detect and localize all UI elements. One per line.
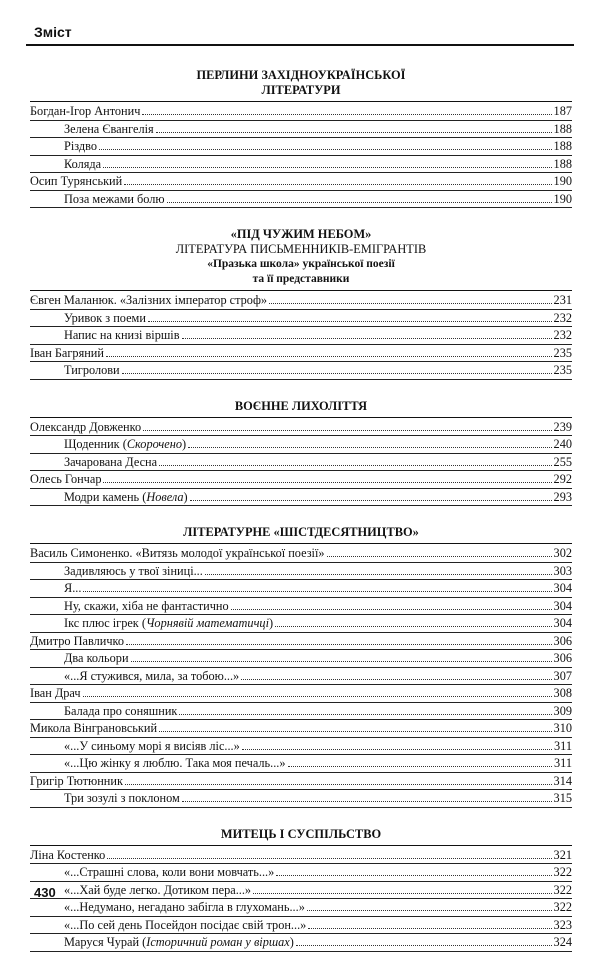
dot-leader [241,679,551,680]
toc-entry [30,103,572,121]
toc-entry [30,419,572,437]
entry-title-text: Зелена Євангелія [64,121,154,136]
dot-leader [190,500,552,501]
section-divider [30,417,572,418]
page-header [26,14,574,46]
entry-title [30,882,251,899]
entry-title-text: «...У синьому морі я висіяв ліс...» [64,738,240,753]
entry-title [30,847,105,864]
entry-page-number: 235 [553,345,572,360]
entry-page-number: 311 [554,756,572,770]
entry-title-suffix: ) [289,935,294,949]
entry-title-text: «...По сей день Посейдон посідає свій трон...» [64,917,307,932]
dot-leader [296,945,552,946]
entry-page-number: 239 [553,419,572,434]
entry-page-number: 307 [553,668,572,683]
toc-list [30,419,572,507]
dot-leader [131,661,552,662]
entry-title [30,738,240,755]
entry-page-number: 303 [553,563,572,578]
toc-entry [30,545,572,563]
toc-subentry [30,489,572,507]
section-heading [30,399,572,414]
dot-leader [288,766,552,767]
entry-title-text: Василь Симоненко. «Витязь молодої української поезії» [30,546,325,560]
section-heading-line: МИТЕЦЬ І СУСПІЛЬСТВО [220,826,382,841]
toc-subentry [30,899,572,917]
entry-page-number: 304 [553,581,572,595]
dot-leader [106,356,552,357]
dot-leader [159,731,552,732]
toc-list [30,292,572,380]
entry-title-text: «...Я стужився, мила, за тобою...» [64,668,240,683]
entry-title [30,138,97,155]
entry-title [30,292,267,309]
entry-title [30,345,104,362]
entry-title [30,419,141,436]
entry-title-text: Микола Вінграновський [30,721,158,735]
dot-leader [182,338,552,339]
section-divider [30,101,572,102]
entry-title-text: Коляда [64,156,102,171]
entry-page-number: 311 [554,738,572,753]
section-heading [30,227,572,287]
entry-title-text: Різдво [64,139,98,153]
dot-leader [159,465,551,466]
entry-title [30,790,180,807]
entry-page-number: 310 [553,721,572,735]
toc-section [30,827,572,952]
toc-subentry [30,650,572,668]
entry-title [30,156,101,173]
entry-title-text: Маруся Чурай ( [64,935,147,949]
dot-leader [83,696,552,697]
dot-leader [307,910,552,911]
dot-leader [327,556,552,557]
entry-title [30,755,286,772]
dot-leader [103,482,551,483]
entry-title [30,327,180,344]
toc-subentry [30,598,572,616]
entry-title-text: Два кольори [64,651,129,665]
entry-title-italic: Чорнявій математичці [145,616,269,630]
entry-title [30,191,165,208]
dot-leader [126,644,552,645]
entry-title-text: Три зозулі з поклоном [64,791,180,805]
entry-title-text: Модри камень ( [64,489,147,504]
toc-subentry [30,882,572,900]
entry-page-number: 321 [553,847,572,862]
entry-title [30,773,123,790]
toc-subentry [30,327,572,345]
entry-page-number: 292 [553,472,572,486]
entry-page-number: 190 [553,191,572,206]
entry-title [30,668,239,685]
toc-subentry [30,121,572,139]
entry-page-number: 187 [553,104,572,118]
toc-subentry [30,934,572,952]
entry-page-number: 255 [553,454,572,469]
entry-title-text: Богдан-Ігор Антонич [30,104,141,118]
entry-title-text: Ліна Костенко [30,847,106,862]
entry-title-text: Ну, скажи, хіба не фантастично [64,598,229,613]
entry-page-number: 188 [553,139,572,153]
toc-subentry [30,436,572,454]
entry-title [30,598,229,615]
entry-title-text: «...Цю жінку я люблю. Така моя печаль...» [64,756,286,770]
dot-leader [188,447,551,448]
dot-leader [269,303,551,304]
toc-subentry [30,310,572,328]
toc-subentry [30,755,572,773]
entry-title [30,720,157,737]
dot-leader [308,928,551,929]
entry-page-number: 188 [553,121,572,136]
entry-page-number: 232 [553,310,572,325]
section-subheading: «Празька школа» української поезії [207,258,395,270]
entry-page-number: 304 [553,616,572,630]
dot-leader [122,373,552,374]
entry-page-number: 322 [553,882,572,897]
entry-title-text: Щоденник ( [64,437,127,451]
dot-leader [182,801,552,802]
entry-title-text: Уривок з поеми [64,310,146,325]
section-divider [30,290,572,291]
dot-leader [124,184,551,185]
dot-leader [107,858,551,859]
entry-title-text: «...Хай буде легко. Дотиком пера...» [64,882,252,897]
entry-title-suffix: ) [269,616,274,630]
toc-subentry [30,738,572,756]
entry-page-number: 323 [553,917,572,932]
toc-section [30,68,572,208]
entry-title-text: Григір Тютюнник [30,773,123,788]
entry-title-italic: Історичний роман у віршах [146,935,290,949]
section-heading-line: ПЕРЛИНИ ЗАХІДНОУКРАЇНСЬКОЇ [196,68,406,82]
toc-subentry [30,580,572,598]
dot-leader [156,132,552,133]
toc-subentry [30,454,572,472]
entry-page-number: 232 [553,328,572,342]
dot-leader [167,202,552,203]
toc-section [30,227,572,380]
toc-entry [30,633,572,651]
dot-leader [142,114,551,115]
toc-list [30,847,572,952]
entry-title-text: Зачарована Десна [64,454,158,469]
toc-subentry [30,138,572,156]
section-heading-line: «ПІД ЧУЖИМ НЕБОМ» [230,227,372,241]
entry-title [30,173,122,190]
entry-title [30,362,120,379]
entry-title-text: «...Страшні слова, коли вони мовчать...» [64,865,275,879]
entry-title-text: Тигролови [64,363,120,377]
page-number: 430 [34,885,56,900]
toc-list [30,545,572,808]
toc-subentry [30,790,572,808]
entry-page-number: 240 [553,437,572,451]
entry-page-number: 293 [553,489,572,504]
entry-title [30,615,273,632]
toc-subentry [30,563,572,581]
section-heading-line: ЛІТЕРАТУРНЕ «ШІСТДЕСЯТНИЦТВО» [183,525,419,539]
section-subheading: та її представники [252,273,350,285]
dot-leader [143,430,551,431]
entry-title [30,580,81,597]
entry-title [30,545,325,562]
section-heading [30,827,572,842]
dot-leader [276,875,551,876]
toc-subentry [30,668,572,686]
entry-page-number: 314 [553,773,572,788]
entry-page-number: 188 [553,156,572,171]
dot-leader [275,626,551,627]
entry-title-text: Ікс плюс ігрек ( [64,616,146,630]
toc-list [30,103,572,208]
entry-page-number: 322 [553,865,572,879]
entry-title [30,864,274,881]
entry-title [30,310,146,327]
table-of-contents [30,68,572,971]
toc-subentry [30,191,572,209]
entry-title-text: Напис на книзі віршів [64,328,180,342]
section-heading [30,68,572,98]
toc-entry [30,685,572,703]
toc-subentry [30,864,572,882]
toc-subentry [30,703,572,721]
toc-entry [30,720,572,738]
entry-title-text: Поза межами болю [64,191,165,206]
entry-title-text: Я... [64,581,82,595]
dot-leader [148,321,552,322]
dot-leader [231,609,552,610]
entry-page-number: 309 [553,703,572,718]
toc-section [30,525,572,808]
dot-leader [205,574,552,575]
dot-leader [253,893,551,894]
entry-title-suffix: ) [182,437,187,451]
entry-title [30,489,188,506]
entry-title-text: Євген Маланюк. «Залізних імператор строф» [30,293,268,307]
dot-leader [103,167,551,168]
toc-entry [30,847,572,865]
entry-page-number: 308 [553,686,572,700]
entry-title-text: «...Недумано, негадано забігла в глухомань...» [64,900,305,914]
entry-title [30,633,124,650]
entry-page-number: 315 [553,791,572,805]
entry-page-number: 306 [553,633,572,648]
entry-page-number: 231 [553,293,572,307]
dot-leader [242,749,552,750]
entry-title-italic: Скорочено [126,437,182,451]
entry-title [30,934,294,951]
section-divider [30,543,572,544]
entry-title [30,471,101,488]
entry-title-text: Олександр Довженко [30,419,142,434]
toc-entry [30,773,572,791]
toc-subentry [30,156,572,174]
entry-page-number: 322 [553,900,572,914]
entry-title-suffix: ) [183,489,188,504]
entry-page-number: 306 [553,651,572,665]
toc-entry [30,471,572,489]
running-header-title: Зміст [34,24,72,40]
entry-title [30,917,306,934]
entry-title-text: Іван Багряний [30,345,104,360]
entry-title-text: Задивляюсь у твої зіниці... [64,563,203,578]
entry-title [30,103,140,120]
dot-leader [99,149,552,150]
entry-title [30,899,305,916]
entry-title-text: Осип Турянський [30,174,123,188]
entry-title [30,685,81,702]
dot-leader [179,714,551,715]
entry-page-number: 304 [553,598,572,613]
entry-title-text: Іван Драч [30,686,81,700]
toc-section [30,399,572,507]
entry-title-text: Дмитро Павличко [30,633,125,648]
toc-entry [30,173,572,191]
entry-page-number: 190 [553,174,572,188]
entry-title-text: Балада про соняшник [64,703,178,718]
section-heading-line: ВОЄННЕ ЛИХОЛІТТЯ [234,398,368,413]
section-divider [30,845,572,846]
section-subheading: ЛІТЕРАТУРА ПИСЬМЕННИКІВ-ЕМІГРАНТІВ [175,242,427,256]
toc-subentry [30,362,572,380]
toc-entry [30,292,572,310]
dot-leader [125,784,552,785]
entry-title-text: Олесь Гончар [30,472,102,486]
entry-page-number: 235 [553,363,572,377]
toc-subentry [30,917,572,935]
dot-leader [83,591,551,592]
entry-title [30,436,186,453]
entry-title [30,121,154,138]
section-heading [30,525,572,540]
entry-page-number: 302 [553,546,572,560]
toc-subentry [30,615,572,633]
entry-title [30,650,129,667]
toc-entry [30,345,572,363]
section-heading-line: ЛІТЕРАТУРИ [261,83,341,97]
entry-title [30,454,157,471]
entry-title-italic: Новела [146,489,184,504]
entry-title [30,703,177,720]
entry-page-number: 324 [553,935,572,949]
entry-title [30,563,203,580]
